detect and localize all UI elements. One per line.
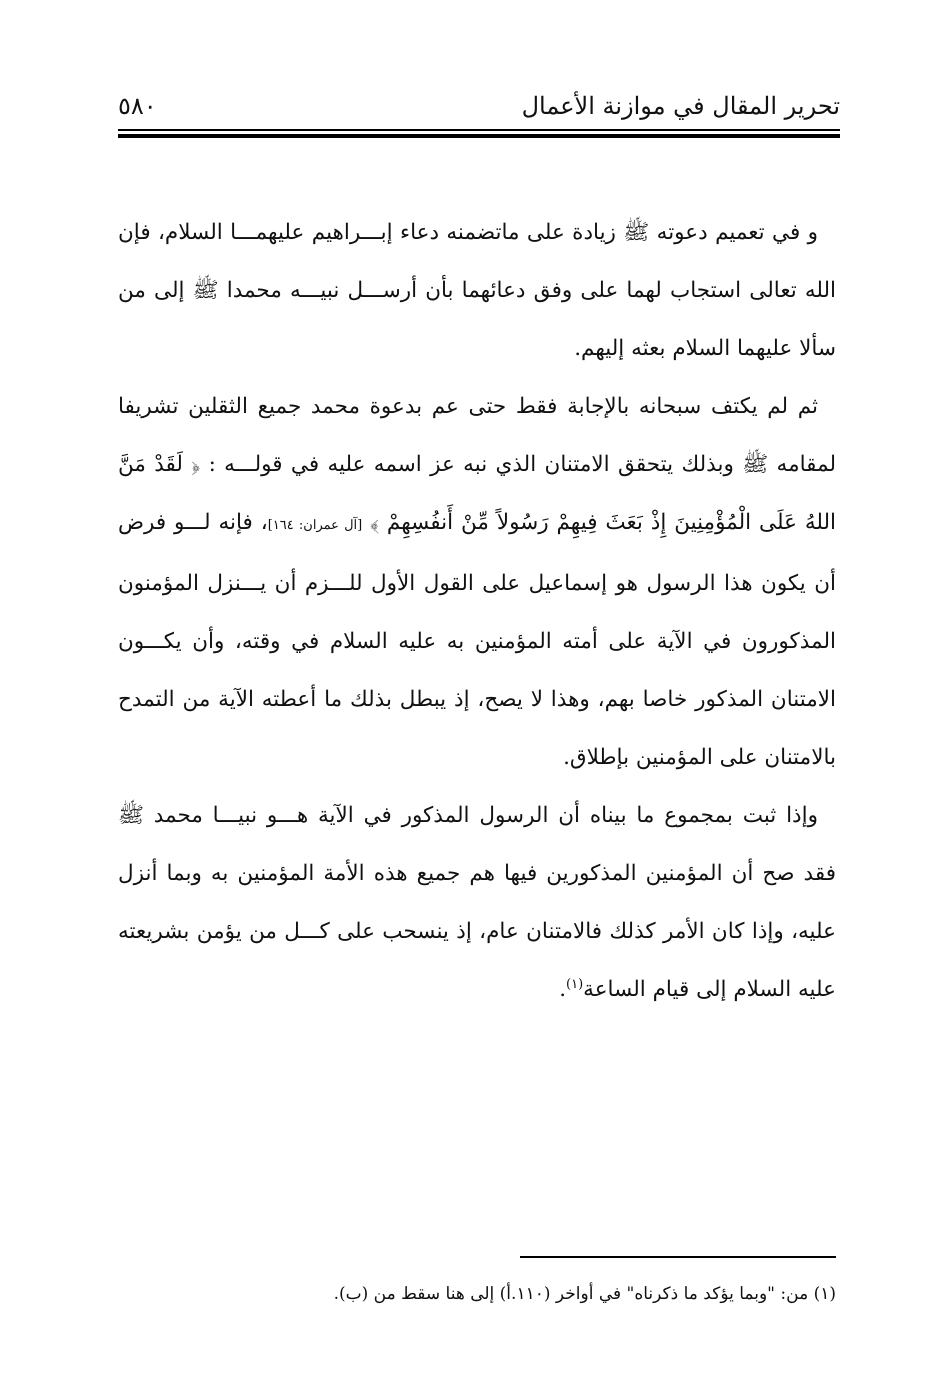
paragraph-3-text: وإذا ثبت بمجموع ما بيناه أن الرسول المذكور في الآية هـــو نبيـــا محمد ﷺ فقد صح أن المؤمنين المذكورين فيها هم جميع هذه الأمة المؤمنين به وبما أنزل عليه، وإذا كان الأمر كذلك فالامتنان عام، إذ ينسحب على كـــل من يؤمن بشريعته عليه السلام إلى قيام الساعة bbox=[118, 803, 836, 1002]
quran-verse: ﴿ لَقَدْ مَنَّ اللهُ عَلَى الْمُؤْمِنِينَ إِذْ بَعَثَ فِيهِمْ رَسُولاً مِّنْ أَنفُسِهِمْ ﴾ bbox=[118, 452, 836, 535]
main-text bbox=[118, 204, 836, 1019]
page-number: ٥٨٠ bbox=[118, 92, 157, 120]
running-header-title: تحرير المقال في موازنة الأعمال bbox=[521, 92, 840, 120]
paragraph-3 bbox=[118, 787, 836, 1019]
header-rule-thin bbox=[118, 129, 840, 131]
paragraph-3-end: . bbox=[559, 977, 567, 1002]
paragraph-2-text: ثم لم يكتف سبحانه بالإجابة فقط حتى عم بدعوة محمد جميع الثقلين تشريفا لمقامه ﷺ وبذلك يتحقق الامتنان الذي نبه عز اسمه عليه في قولـــه : bbox=[118, 394, 837, 477]
footnote: (١) من: "وبما يؤكد ما ذكرناه" في أواخر (١١٠.أ) إلى هنا سقط من (ب). bbox=[333, 1284, 836, 1304]
running-header bbox=[118, 86, 840, 126]
header-rule-thick bbox=[118, 134, 840, 138]
paragraph-2-continuation: ، فإنه لـــو فرض أن يكون هذا الرسول هو إسماعيل على القول الأول للـــزم أن يـــنزل المؤمنون المذكورون في الآية على أمته المؤمنين به عليه السلام في وقته، وأن يكـــون الامتنان المذكور خاصا بهم، وهذا لا يصح، إذ يبطل بذلك ما أعطته الآية من التمدح بالامتنان على المؤمنين بإطلاق. bbox=[118, 510, 836, 770]
paragraph-1: و في تعميم دعوته ﷺ زيادة على ماتضمنه دعاء إبـــراهيم عليهمـــا السلام، فإن الله تعالى استجاب لهما على وفق دعائهما بأن أرســـل نبيـــه محمدا ﷺ إلى من سألا عليهما السلام بعثه إليهم. bbox=[118, 220, 836, 361]
footnote-marker: (١) bbox=[566, 976, 584, 992]
paragraph-2 bbox=[118, 378, 836, 787]
verse-reference: [آل عمران: ١٦٤] bbox=[267, 518, 363, 533]
footnote-separator bbox=[520, 1256, 836, 1258]
